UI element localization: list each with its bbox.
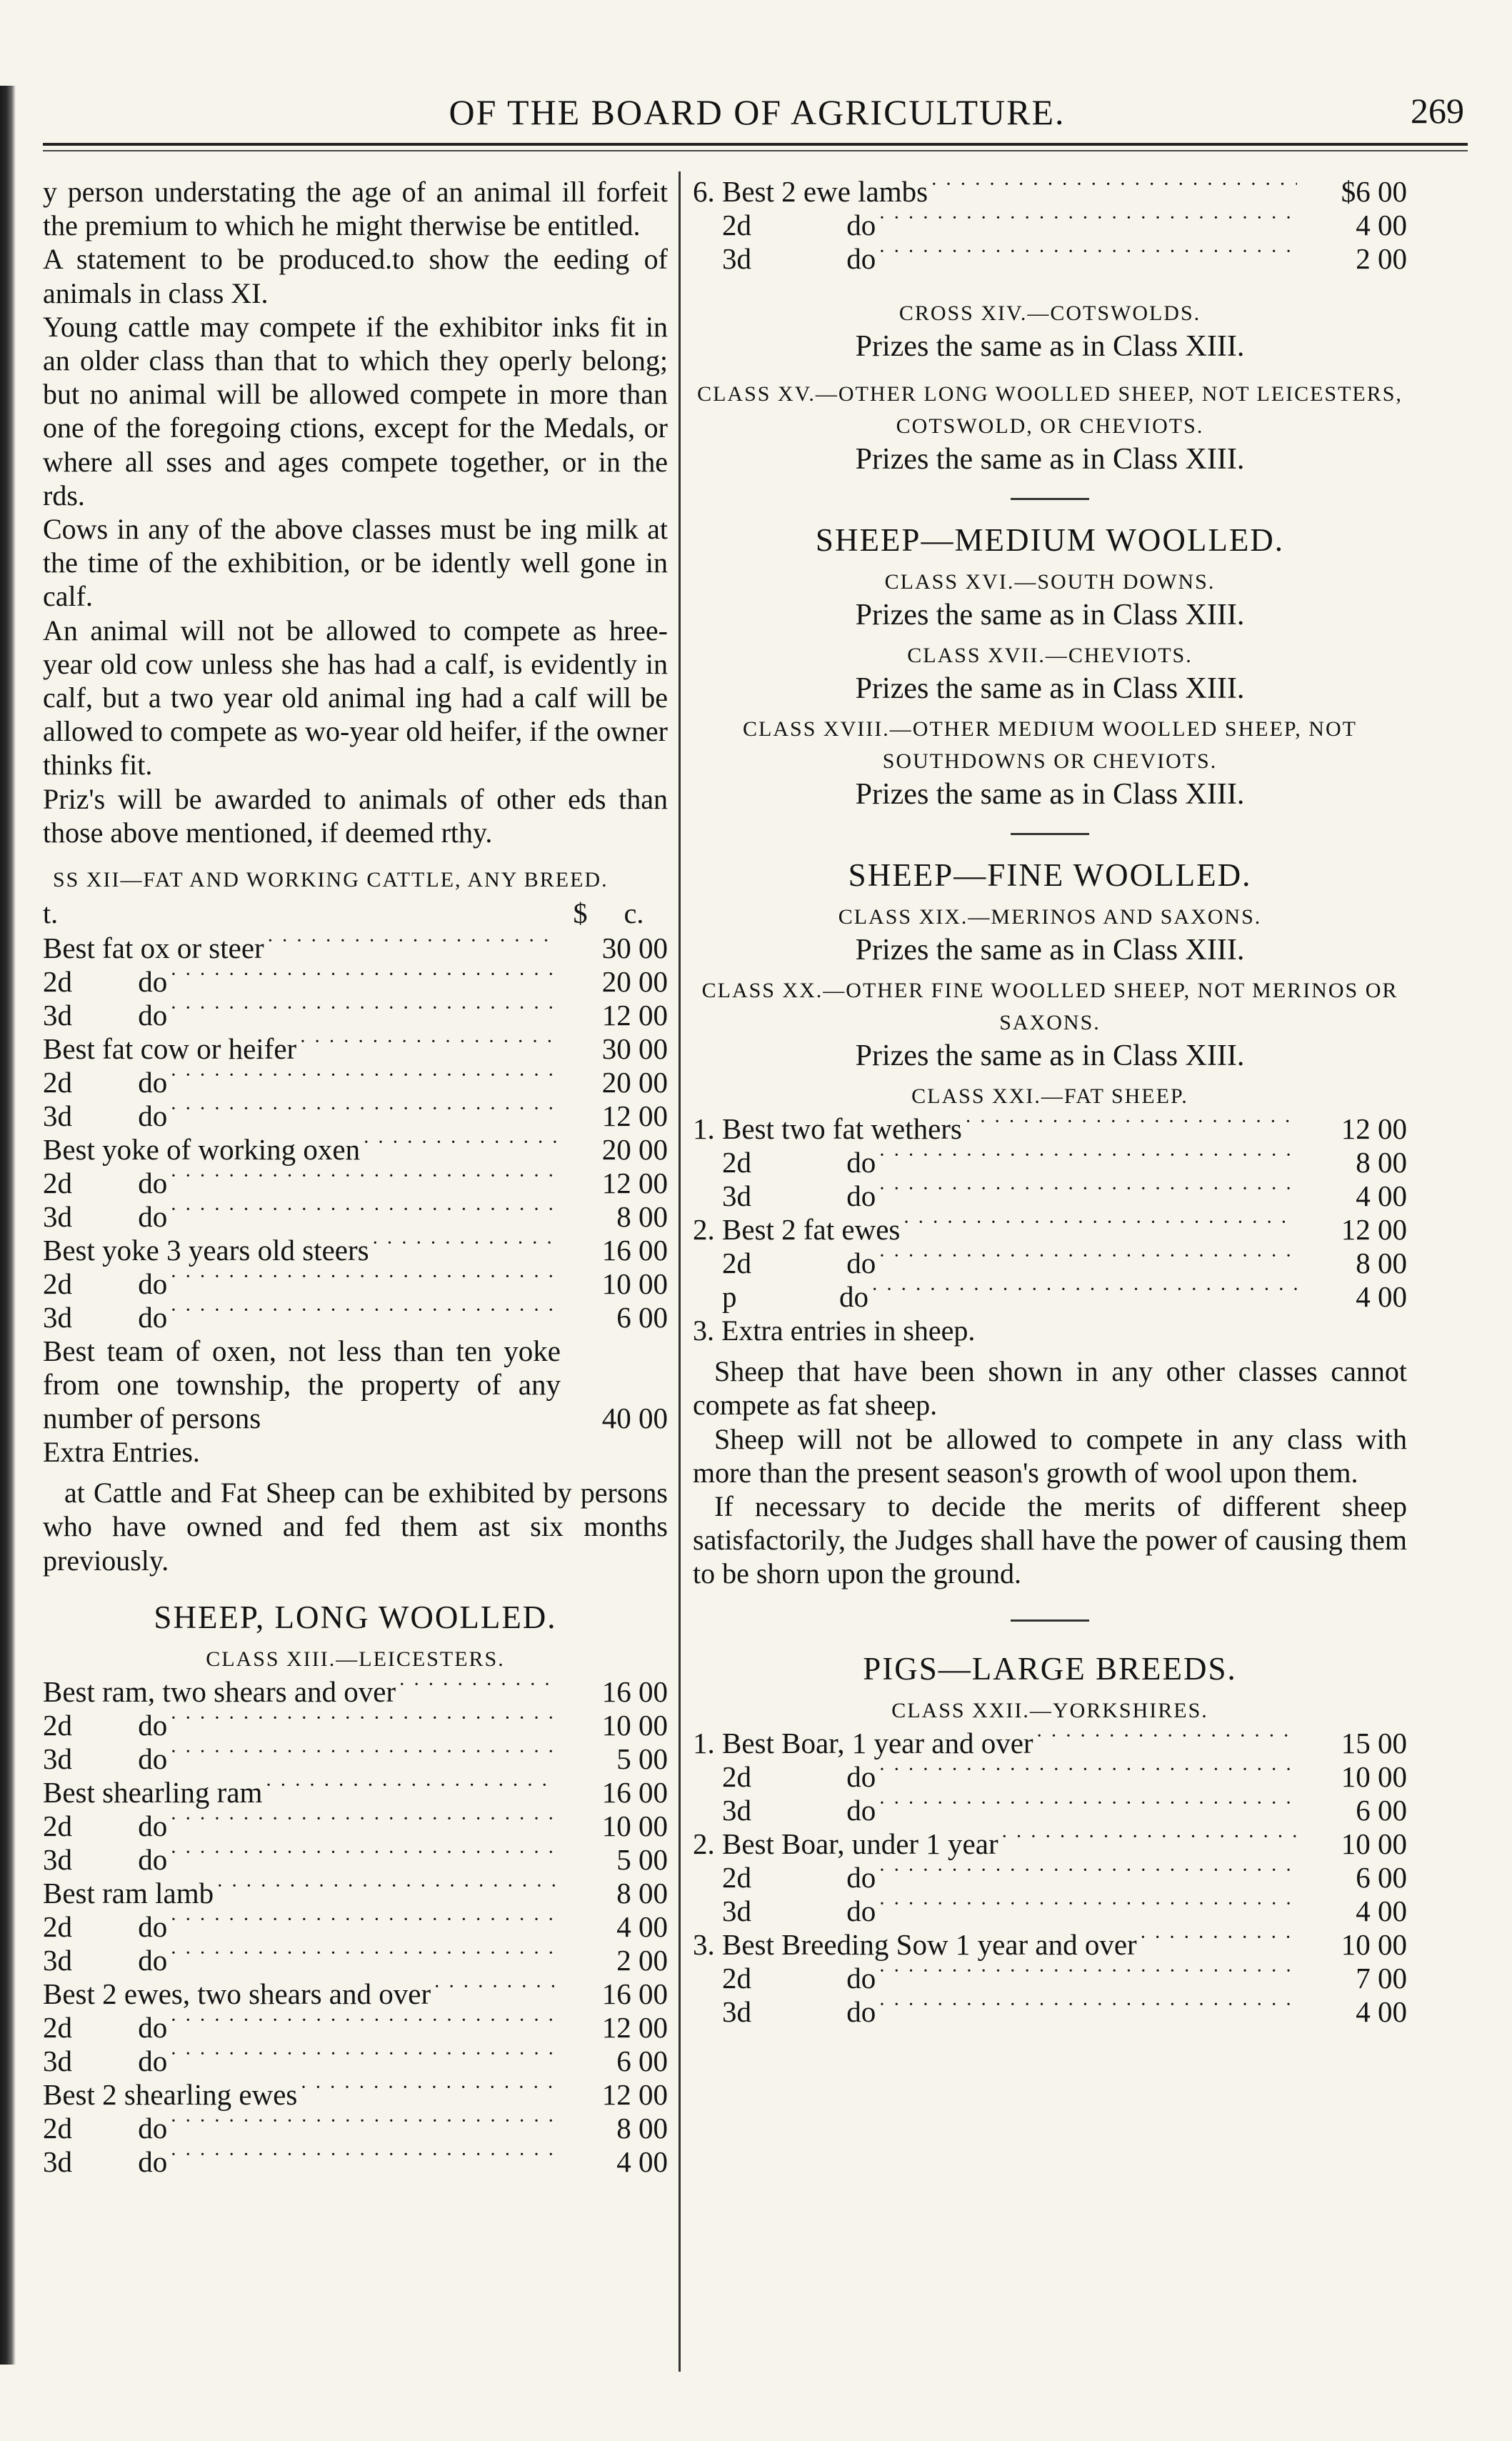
prize-amount: 4 00 [1356, 1894, 1407, 1927]
cents-label: c. [624, 897, 644, 930]
paragraph: Priz's will be awarded to animals of other eds than those above mentioned, if deemed rthy. [43, 782, 668, 849]
leader-dots [216, 1883, 558, 1903]
prize-amount: 4 00 [616, 2145, 668, 2178]
leader-dots [931, 181, 1297, 201]
prize-row [43, 932, 668, 965]
prize-label: Best 2 ewes, two shears and over [43, 1977, 431, 2010]
leader-dots [170, 2051, 558, 2071]
column-divider [679, 171, 681, 2372]
prize-row [693, 1861, 1407, 1895]
prize-amount: 5 00 [616, 1842, 668, 1876]
prize-row [43, 1944, 668, 1977]
prize-row [43, 1776, 668, 1809]
extra-sheep-entries: 3. Extra entries in sheep. [693, 1314, 976, 1347]
prize-row [43, 1167, 668, 1200]
prize-row [43, 1843, 668, 1877]
prize-label: Best shearling ram [43, 1775, 263, 1809]
currency-header [43, 896, 668, 932]
leader-dots [170, 2152, 558, 2172]
prize-amount: 4 00 [1356, 1179, 1407, 1212]
prize-amount: 16 00 [601, 1674, 668, 1708]
prize-amount: 12 00 [1341, 1112, 1407, 1145]
prize-row [693, 1213, 1407, 1247]
prize-label: 3d do [43, 1842, 168, 1876]
leader-dots [878, 1901, 1297, 1921]
prize-row [43, 1675, 668, 1709]
running-header [43, 84, 1471, 141]
class-heading-xiii: CLASS XIII.—LEICESTERS. [206, 1647, 505, 1671]
prize-label: 1. Best Boar, 1 year and over [693, 1726, 1033, 1759]
leader-dots [878, 1186, 1297, 1206]
prize-row [693, 1895, 1407, 1928]
leader-dots [299, 1039, 558, 1059]
prize-label: 3. Best Breeding Sow 1 year and over [693, 1927, 1137, 1961]
sheep-prize-list [43, 1675, 668, 2179]
prize-label: 2d do [43, 1708, 168, 1742]
class-heading-xvi: CLASS XVI.—SOUTH DOWNS. [884, 570, 1216, 594]
prize-label: 1. Best two fat wethers [693, 1112, 962, 1145]
prize-amount: 30 00 [601, 1032, 668, 1066]
extra-entries: Extra Entries. [43, 1436, 200, 1469]
prize-row [43, 1301, 668, 1334]
prize-label: 2d do [43, 1910, 168, 1943]
paragraph: A statement to be produced.to show the eeding of animals in class XI. [43, 243, 668, 309]
prizes-same-note: Prizes the same as in Class XIII. [855, 330, 1245, 363]
prize-row [43, 1742, 668, 1776]
dollar-sign: $ [573, 897, 588, 930]
pig-prize-list [693, 1727, 1407, 2029]
prize-amount: 10 00 [1341, 1827, 1407, 1860]
cattle-prize-list [43, 932, 668, 1334]
prize-label: 3d do [43, 999, 168, 1032]
prize-label: 3d do [693, 1995, 876, 2028]
sheep-note: Sheep that have been shown in any other classes cannot compete as fat sheep. [693, 1355, 1407, 1422]
leader-dots [170, 1106, 558, 1126]
header-rule [43, 143, 1468, 146]
leader-dots [170, 1950, 558, 1970]
rules-paragraphs [43, 175, 668, 849]
paragraph: An animal will not be allowed to compete as hree-year old cow unless she has had a calf, is evidently in calf, but a two year old animal ing had a calf will be allowed to compete as wo-year old heifer, if the owner thinks fit. [43, 614, 668, 782]
prize-label: 2d do [43, 2010, 168, 2044]
class-heading-xix: CLASS XIX.—MERINOS AND SAXONS. [838, 905, 1262, 929]
prize-amount: 5 00 [616, 1742, 668, 1775]
prize-row [693, 1112, 1407, 1146]
prize-row [43, 2145, 668, 2179]
prize-label: 2d do [43, 1167, 168, 1200]
leader-dots [878, 215, 1297, 235]
leader-dots [170, 1749, 558, 1769]
leader-dots [1001, 1834, 1297, 1854]
prize-amount: 10 00 [601, 1708, 668, 1742]
prizes-same-note: Prizes the same as in Class XIII. [855, 672, 1245, 705]
fat-sheep-prize-list [693, 1112, 1407, 1314]
leader-dots [878, 1152, 1297, 1172]
prize-amount: 15 00 [1341, 1726, 1407, 1759]
sheep-note: If necessary to decide the merits of different sheep satisfactorily, the Judges shall have the power of causing them to be shorn upon the ground. [693, 1490, 1407, 1590]
section-heading-pigs: PIGS—LARGE BREEDS. [863, 1650, 1237, 1687]
prize-row [43, 2078, 668, 2112]
prize-row [43, 1066, 668, 1099]
header-rule-thin [43, 150, 1468, 151]
prize-amount: 20 00 [601, 965, 668, 999]
prize-row [43, 965, 668, 999]
right-column [693, 175, 1407, 2029]
prize-label: 2d do [43, 1267, 168, 1301]
prize-row [43, 2112, 668, 2145]
prize-row [43, 1809, 668, 1843]
prize-row [43, 1032, 668, 1066]
prize-row [693, 1727, 1407, 1760]
prizes-same-note: Prizes the same as in Class XIII. [855, 778, 1245, 811]
prize-label: Best yoke 3 years old steers [43, 1234, 369, 1267]
leader-dots [399, 1682, 558, 1702]
leader-dots [170, 1207, 558, 1227]
class-heading-xiv: CROSS XIV.—COTSWOLDS. [898, 301, 1201, 325]
leader-dots [170, 2017, 558, 2037]
prize-label: 3d do [43, 2145, 168, 2178]
class-heading-xvii: CLASS XVII.—CHEVIOTS. [907, 644, 1193, 667]
team-prize-row [43, 1334, 668, 1435]
leader-dots [170, 2118, 558, 2138]
leader-dots [170, 1072, 558, 1092]
prize-amount: 4 00 [1356, 1995, 1407, 2028]
leader-dots [372, 1240, 558, 1260]
prize-row [43, 2011, 668, 2045]
prize-amount: $6 00 [1341, 175, 1407, 208]
prize-amount: 4 00 [616, 1910, 668, 1943]
leader-dots [878, 2002, 1297, 2022]
prize-amount: 4 00 [1356, 1280, 1407, 1313]
prizes-same-note: Prizes the same as in Class XIII. [855, 1039, 1245, 1072]
prize-row [43, 1877, 668, 1910]
sheep-note: Sheep will not be allowed to compete in any class with more than the present season's growth of wool upon them. [693, 1422, 1407, 1489]
prize-label: 2d do [693, 1961, 876, 1995]
prize-label: 3d do [693, 1179, 876, 1212]
prize-label: 3d do [43, 1742, 168, 1775]
prize-amount: 4 00 [1356, 209, 1407, 241]
prize-row [43, 1099, 668, 1133]
prize-label: Best yoke of working oxen [43, 1133, 361, 1167]
class-heading-xx: CLASS XX.—OTHER FINE WOOLLED SHEEP, NOT MERINOS OR SAXONS. [701, 979, 1398, 1034]
prize-label: Best fat cow or heifer [43, 1032, 297, 1066]
prize-label: 3d do [43, 1943, 168, 1977]
leader-dots [267, 938, 558, 958]
prize-row [693, 209, 1407, 242]
prize-row [693, 1280, 1407, 1314]
prize-amount: 6 00 [1356, 1860, 1407, 1894]
team-prize-text: Best team of oxen, not less than ten yoke from one township, the property of any number of persons [43, 1334, 561, 1435]
ewe-lamb-prize-list [693, 175, 1407, 276]
class-heading-xxi: CLASS XXI.—FAT SHEEP. [911, 1084, 1188, 1108]
paragraph: Cows in any of the above classes must be ing milk at the time of the exhibition, or be idently well gone in calf. [43, 513, 668, 613]
prize-amount: 12 00 [1341, 1213, 1407, 1246]
prize-row [693, 242, 1407, 276]
prize-row [43, 1267, 668, 1301]
page-number: 269 [1411, 91, 1464, 131]
prize-label: 2. Best Boar, under 1 year [693, 1827, 998, 1860]
prize-amount: 8 00 [616, 2111, 668, 2145]
class-heading-xviii: CLASS XVIII.—OTHER MEDIUM WOOLLED SHEEP, NOT SOUTHDOWNS OR CHEVIOTS. [743, 717, 1357, 773]
leader-dots [878, 1253, 1297, 1273]
leader-dots [871, 1287, 1297, 1307]
prize-label: 3d do [43, 2044, 168, 2077]
leader-dots [878, 249, 1297, 269]
prize-row [693, 1962, 1407, 1995]
section-heading-medium: SHEEP—MEDIUM WOOLLED. [815, 522, 1285, 558]
currency-left-label: t. [43, 897, 59, 930]
leader-dots [878, 1767, 1297, 1787]
leader-dots [300, 2085, 558, 2105]
prize-label: p do [693, 1280, 868, 1313]
prize-row [693, 1760, 1407, 1794]
fat-cattle-note: at Cattle and Fat Sheep can be exhibited by persons who have owned and fed them ast six months previously. [43, 1477, 668, 1577]
prizes-same-note: Prizes the same as in Class XIII. [855, 599, 1245, 632]
prize-amount: 16 00 [601, 1775, 668, 1809]
prize-amount: 2 00 [1356, 242, 1407, 275]
leader-dots [434, 1984, 558, 2004]
prize-label: 2d do [693, 1146, 876, 1179]
prize-amount: 7 00 [1356, 1961, 1407, 1995]
prize-row [693, 175, 1407, 209]
page-binding-shadow [0, 86, 16, 2365]
prize-label: 2d do [43, 2111, 168, 2145]
team-prize-amount: 40 00 [601, 1402, 668, 1435]
prize-label: 2d do [693, 1247, 876, 1279]
prize-label: 2d do [693, 209, 876, 241]
prize-amount: 8 00 [1356, 1247, 1407, 1279]
prize-row [43, 1234, 668, 1267]
leader-dots [170, 1307, 558, 1327]
prize-label: 2d do [43, 1066, 168, 1099]
leader-dots [265, 1782, 558, 1802]
prize-amount: 2 00 [616, 1943, 668, 1977]
prize-amount: 12 00 [601, 1167, 668, 1200]
prize-amount: 10 00 [1341, 1927, 1407, 1961]
prize-amount: 10 00 [1341, 1759, 1407, 1793]
prize-amount: 20 00 [601, 1133, 668, 1167]
prize-amount: 16 00 [601, 1234, 668, 1267]
paragraph: y person understating the age of an animal ill forfeit the premium to which he might therwise be entitled. [43, 176, 668, 242]
prize-label: 2d do [43, 1809, 168, 1842]
leader-dots [170, 1274, 558, 1294]
prize-row [693, 1794, 1407, 1827]
prize-row [693, 1247, 1407, 1280]
leader-dots [170, 1850, 558, 1870]
section-heading-fine: SHEEP—FINE WOOLLED. [848, 857, 1252, 893]
prize-row [693, 1146, 1407, 1179]
prize-label: Best ram, two shears and over [43, 1674, 396, 1708]
prize-amount: 6 00 [616, 1301, 668, 1334]
page-title: OF THE BOARD OF AGRICULTURE. [449, 92, 1066, 132]
leader-dots [170, 1917, 558, 1937]
prize-amount: 6 00 [616, 2044, 668, 2077]
prize-amount: 12 00 [601, 2010, 668, 2044]
prize-amount: 8 00 [616, 1876, 668, 1910]
leader-dots [878, 1968, 1297, 1988]
prize-row [43, 1200, 668, 1234]
prize-amount: 6 00 [1356, 1793, 1407, 1827]
leader-dots [965, 1119, 1297, 1139]
prize-row [43, 1133, 668, 1167]
prize-row [43, 1910, 668, 1944]
class-heading-xii: SS XII—FAT AND WORKING CATTLE, ANY BREED. [53, 868, 609, 892]
prize-row [43, 1977, 668, 2011]
prize-row [693, 1827, 1407, 1861]
section-heading-sheep-long: SHEEP, LONG WOOLLED. [154, 1599, 557, 1635]
prize-label: 3d do [693, 1793, 876, 1827]
prize-label: 2d do [693, 1860, 876, 1894]
leader-dots [1140, 1935, 1297, 1955]
prize-label: Best fat ox or steer [43, 932, 264, 965]
prize-label: 3d do [43, 1200, 168, 1234]
prize-label: 3d do [693, 1894, 876, 1927]
prize-row [693, 1995, 1407, 2029]
prizes-same-note: Prizes the same as in Class XIII. [855, 934, 1245, 967]
prize-row [43, 999, 668, 1032]
leader-dots [878, 1867, 1297, 1887]
prize-amount: 10 00 [601, 1267, 668, 1301]
prize-row [693, 1179, 1407, 1213]
prize-row [43, 2045, 668, 2078]
prize-amount: 10 00 [601, 1809, 668, 1842]
prize-amount: 8 00 [1356, 1146, 1407, 1179]
leader-dots [170, 972, 558, 992]
paragraph: Young cattle may compete if the exhibitor inks fit in an older class than that to which they operly belong; but no animal will be allowed compete in more than one of the foregoing ctions, except for the Medals, or where all sses and ages compete together, or in the rds. [43, 310, 668, 511]
leader-dots [170, 1816, 558, 1836]
prize-label: 3d do [43, 1099, 168, 1133]
prizes-same-note: Prizes the same as in Class XIII. [855, 443, 1245, 476]
prize-amount: 30 00 [601, 932, 668, 965]
class-heading-xv: CLASS XV.—OTHER LONG WOOLLED SHEEP, NOT LEICESTERS, COTSWOLD, OR CHEVIOTS. [697, 382, 1403, 438]
leader-dots [170, 1005, 558, 1025]
prize-amount: 12 00 [601, 1099, 668, 1133]
prize-label: 2d do [693, 1759, 876, 1793]
prize-row [43, 1709, 668, 1742]
prize-label: 6. Best 2 ewe lambs [693, 175, 928, 208]
prize-label: 3d do [43, 1301, 168, 1334]
prize-amount: 20 00 [601, 1066, 668, 1099]
prize-label: 2d do [43, 965, 168, 999]
prize-amount: 12 00 [601, 999, 668, 1032]
prize-amount: 8 00 [616, 1200, 668, 1234]
leader-dots [903, 1219, 1297, 1239]
leader-dots [878, 1800, 1297, 1820]
prize-label: Best 2 shearling ewes [43, 2077, 298, 2111]
leader-dots [170, 1173, 558, 1193]
prize-amount: 16 00 [601, 1977, 668, 2010]
prize-label: 3d do [693, 242, 876, 275]
prize-amount: 12 00 [601, 2077, 668, 2111]
leader-dots [170, 1715, 558, 1735]
leader-dots [1036, 1733, 1297, 1753]
left-column [43, 175, 668, 2179]
leader-dots [363, 1139, 558, 1159]
prize-row [693, 1928, 1407, 1962]
class-heading-xxii: CLASS XXII.—YORKSHIRES. [891, 1698, 1208, 1722]
prize-label: Best ram lamb [43, 1876, 214, 1910]
prize-label: 2. Best 2 fat ewes [693, 1213, 901, 1246]
